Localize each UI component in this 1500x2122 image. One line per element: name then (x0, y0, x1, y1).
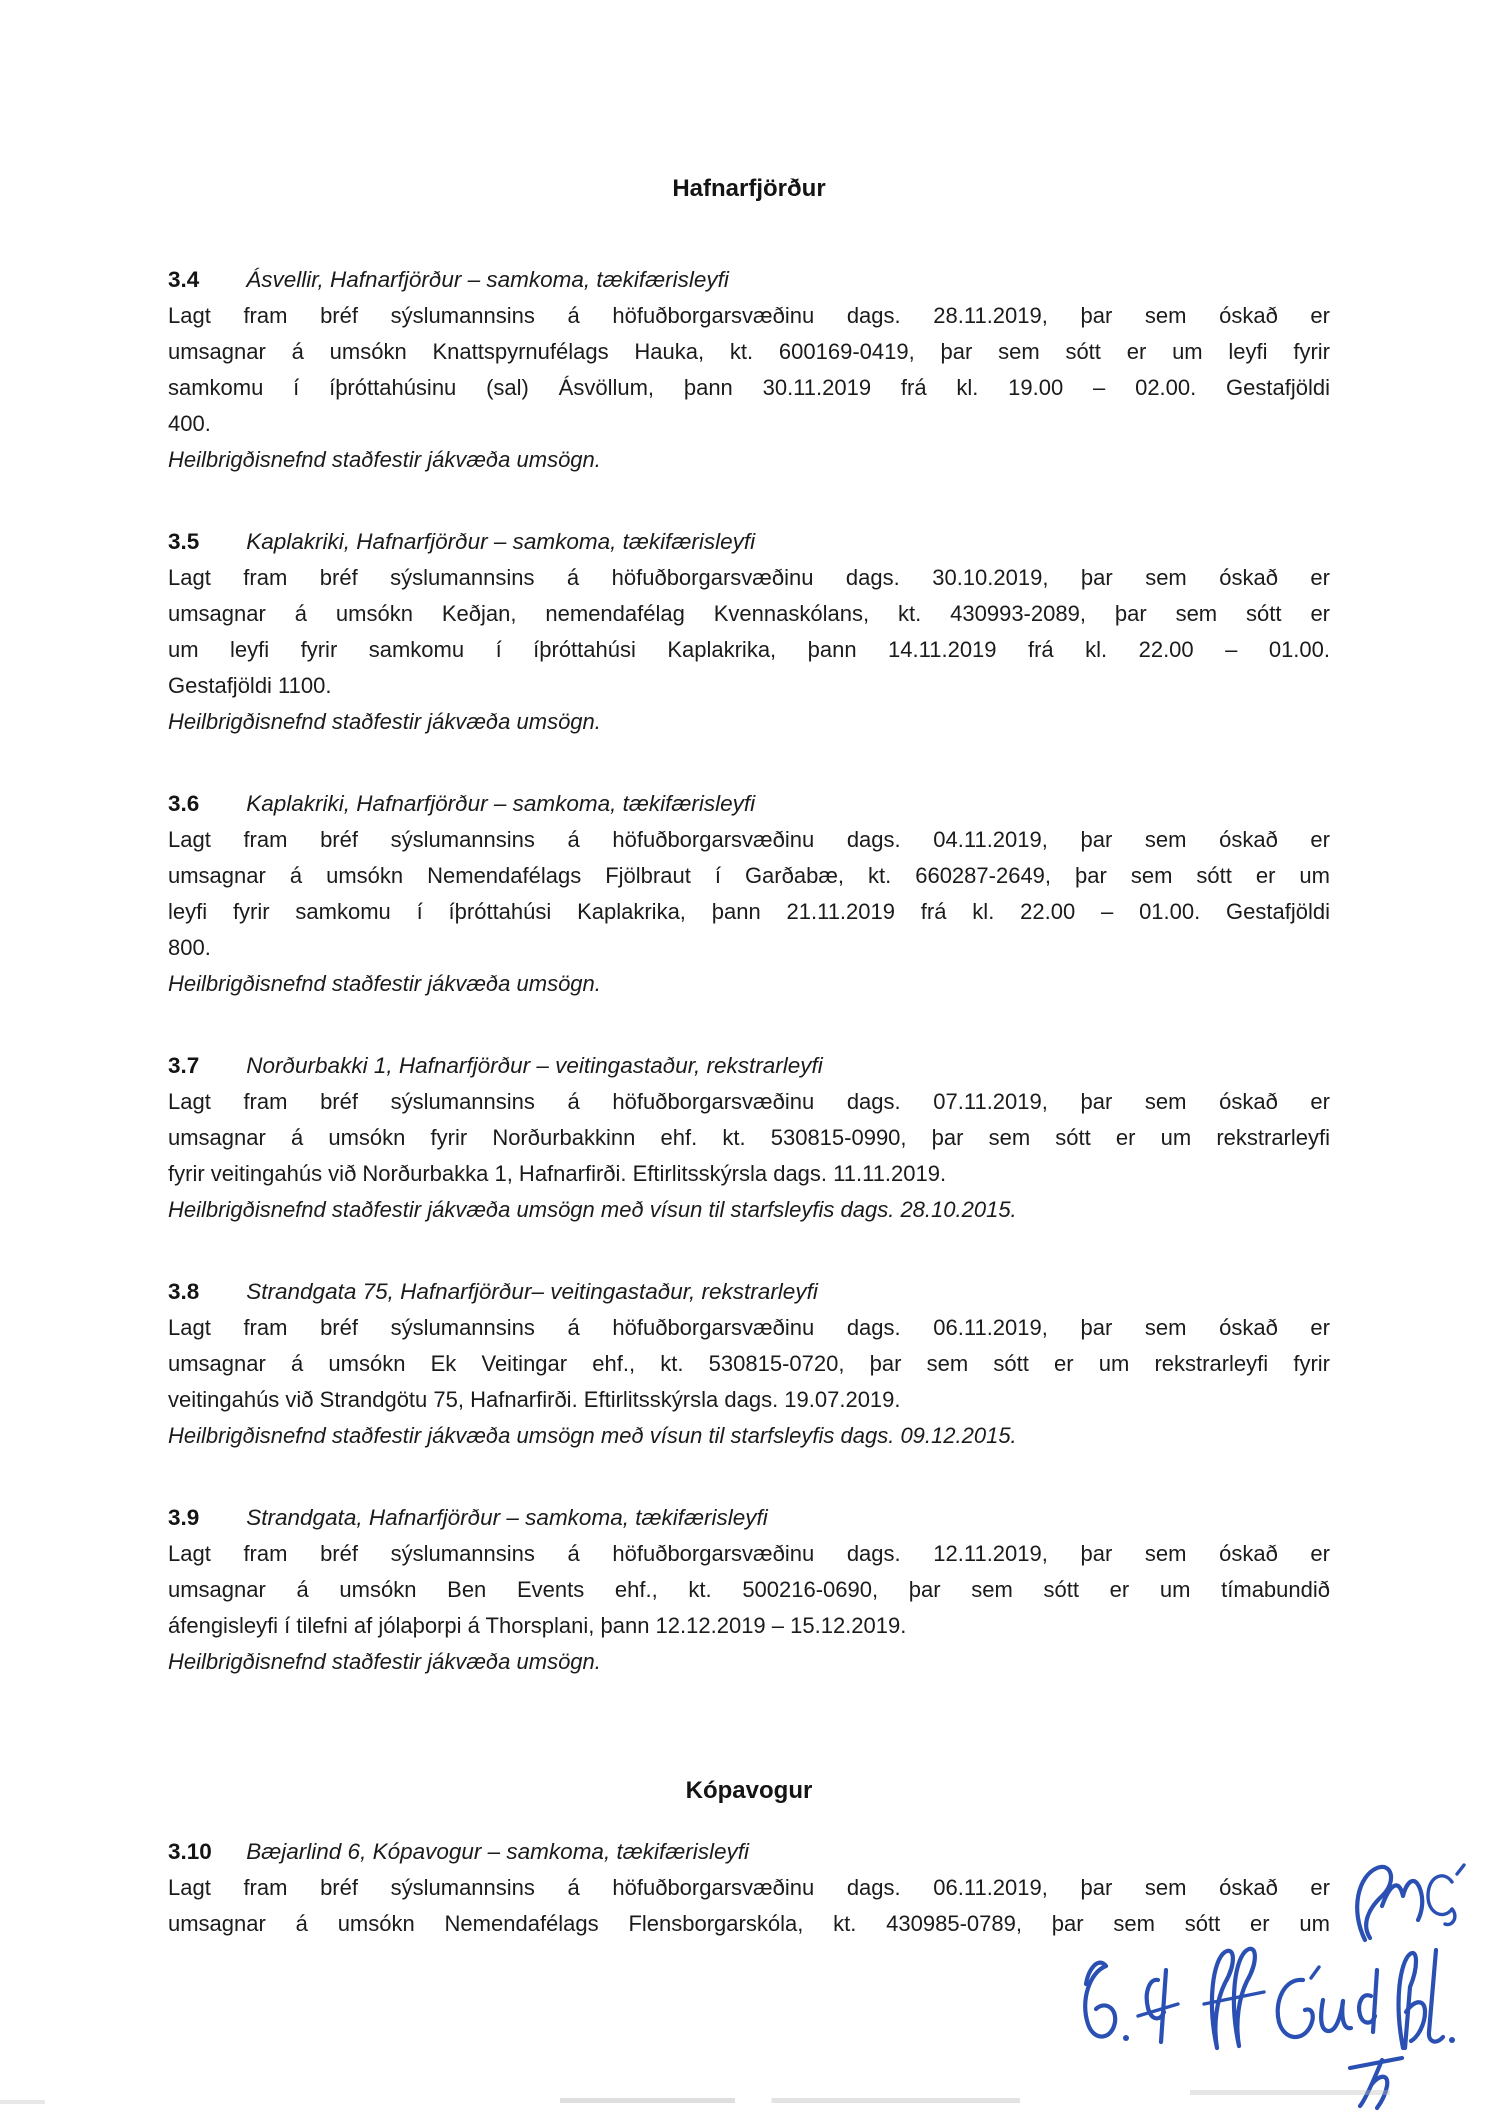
document-content (168, 0, 1330, 1942)
agenda-item-decision: Heilbrigðisnefnd staðfestir jákvæða umsögn. (168, 447, 601, 472)
agenda-item-number: 3.10 (168, 1839, 212, 1864)
agenda-item-title: Strandgata, Hafnarfjörður – samkoma, tækifærisleyfi (246, 1505, 768, 1530)
agenda-item-body: Lagt fram bréf sýslumannsins á höfuðborgarsvæðinu dags. 30.10.2019, þar sem óskað er umsagnar á umsókn Keðjan, nemendafélag Kvennaskólans, kt. 430993-2089, þar sem sótt er um leyfi fyrir samkomu í íþróttahúsi Kaplakrika, þann 14.11.2019 frá kl. 22.00 – 01.00. Gestafjöldi 1100. (168, 565, 1330, 698)
agenda-item-body: Lagt fram bréf sýslumannsins á höfuðborgarsvæðinu dags. 04.11.2019, þar sem óskað er umsagnar á umsókn Nemendafélags Fjölbraut í Garðabæ, kt. 660287-2649, þar sem sótt er um leyfi fyrir samkomu í íþróttahúsi Kaplakrika, þann 21.11.2019 frá kl. 22.00 – 01.00. Gestafjöldi 800. (168, 827, 1330, 960)
agenda-item-title: Kaplakriki, Hafnarfjörður – samkoma, tækifærisleyfi (246, 791, 756, 816)
agenda-item-body: Lagt fram bréf sýslumannsins á höfuðborgarsvæðinu dags. 12.11.2019, þar sem óskað er umsagnar á umsókn Ben Events ehf., kt. 500216-0690, þar sem sótt er um tímabundið áfengisleyfi í tilefni af jólaþorpi á Thorsplani, þann 12.12.2019 – 15.12.2019. (168, 1541, 1330, 1638)
scan-artifact (0, 2100, 45, 2104)
agenda-item-3-4 (168, 262, 1330, 478)
region-heading-kopavogur: Kópavogur (685, 1777, 813, 1804)
agenda-item-title: Norðurbakki 1, Hafnarfjörður – veitingastaður, rekstrarleyfi (246, 1053, 823, 1078)
agenda-item-number: 3.8 (168, 1279, 200, 1304)
agenda-item-3-7 (168, 1048, 1330, 1228)
agenda-item-decision: Heilbrigðisnefnd staðfestir jákvæða umsögn. (168, 709, 601, 734)
agenda-item-title: Bæjarlind 6, Kópavogur – samkoma, tækifærisleyfi (246, 1839, 749, 1864)
agenda-item-body: Lagt fram bréf sýslumannsins á höfuðborgarsvæðinu dags. 07.11.2019, þar sem óskað er umsagnar á umsókn fyrir Norðurbakkinn ehf. kt. 530815-0990, þar sem sótt er um rekstrarleyfi fyrir veitingahús við Norðurbakka 1, Hafnarfirði. Eftirlitsskýrsla dags. 11.11.2019. (168, 1089, 1330, 1186)
agenda-item-heading (168, 1500, 1330, 1536)
agenda-item-title: Ásvellir, Hafnarfjörður – samkoma, tækifærisleyfi (246, 267, 729, 292)
agenda-item-3-9 (168, 1500, 1330, 1680)
scan-artifact (560, 2098, 1020, 2103)
agenda-item-number: 3.9 (168, 1505, 200, 1530)
agenda-item-heading (168, 524, 1330, 560)
agenda-item-3-6 (168, 786, 1330, 1002)
handwritten-initials-signature (1020, 1852, 1490, 2114)
agenda-item-decision: Heilbrigðisnefnd staðfestir jákvæða umsögn. (168, 1649, 601, 1674)
agenda-item-body: Lagt fram bréf sýslumannsins á höfuðborgarsvæðinu dags. 28.11.2019, þar sem óskað er umsagnar á umsókn Knattspyrnufélags Hauka, kt. 600169-0419, þar sem sótt er um leyfi fyrir samkomu í íþróttahúsinu (sal) Ásvöllum, þann 30.11.2019 frá kl. 19.00 – 02.00. Gestafjöldi 400. (168, 303, 1330, 436)
agenda-item-number: 3.4 (168, 267, 200, 292)
agenda-item-title: Strandgata 75, Hafnarfjörður– veitingastaður, rekstrarleyfi (246, 1279, 818, 1304)
agenda-item-number: 3.7 (168, 1053, 200, 1078)
region-heading-hafnarfjordur: Hafnarfjörður (672, 175, 826, 202)
agenda-item-3-5 (168, 524, 1330, 740)
agenda-item-heading (168, 262, 1330, 298)
agenda-item-body: Lagt fram bréf sýslumannsins á höfuðborgarsvæðinu dags. 06.11.2019, þar sem óskað er umsagnar á umsókn Nemendafélags Flensborgarskóla, kt. 430985-0789, þar sem sótt er um (168, 1875, 1330, 1936)
agenda-item-decision: Heilbrigðisnefnd staðfestir jákvæða umsögn með vísun til starfsleyfis dags. 28.10.2015. (168, 1197, 1017, 1222)
agenda-item-heading (168, 786, 1330, 822)
agenda-item-decision: Heilbrigðisnefnd staðfestir jákvæða umsögn. (168, 971, 601, 996)
agenda-item-decision: Heilbrigðisnefnd staðfestir jákvæða umsögn með vísun til starfsleyfis dags. 09.12.2015. (168, 1423, 1017, 1448)
agenda-item-heading (168, 1274, 1330, 1310)
agenda-item-number: 3.6 (168, 791, 200, 816)
agenda-item-body: Lagt fram bréf sýslumannsins á höfuðborgarsvæðinu dags. 06.11.2019, þar sem óskað er umsagnar á umsókn Ek Veitingar ehf., kt. 530815-0720, þar sem sótt er um rekstrarleyfi fyrir veitingahús við Strandgötu 75, Hafnarfirði. Eftirlitsskýrsla dags. 19.07.2019. (168, 1315, 1330, 1412)
agenda-item-3-8 (168, 1274, 1330, 1454)
scan-artifact (1190, 2090, 1390, 2095)
agenda-item-title: Kaplakriki, Hafnarfjörður – samkoma, tækifærisleyfi (246, 529, 756, 554)
agenda-item-number: 3.5 (168, 529, 200, 554)
agenda-item-heading (168, 1048, 1330, 1084)
